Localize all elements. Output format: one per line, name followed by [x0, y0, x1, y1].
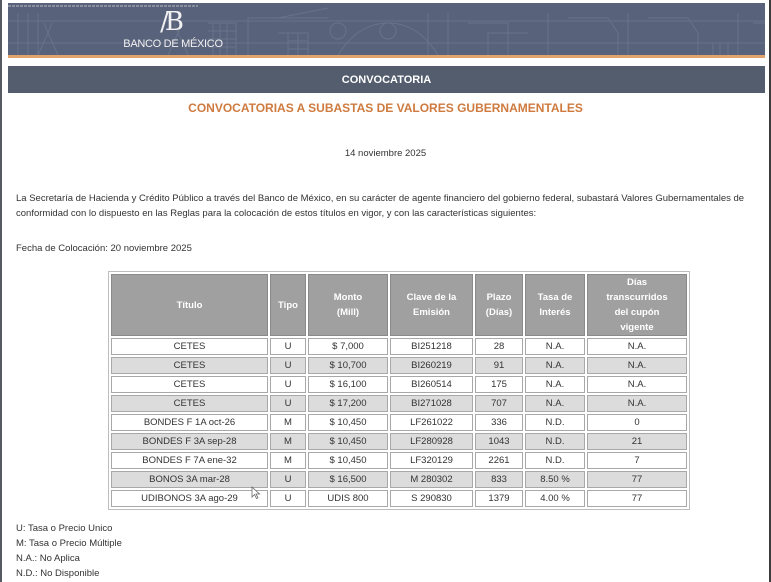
cell-clave: BI260514	[390, 376, 473, 393]
cell-tasa: N.A.	[525, 338, 585, 355]
cell-tipo: U	[270, 490, 306, 507]
legend-item-u: U: Tasa o Precio Unico	[16, 523, 113, 534]
legend-item-nd: N.D.: No Disponible	[16, 568, 100, 579]
cell-monto: $ 10,450	[308, 414, 388, 431]
cell-dias: 77	[587, 471, 687, 488]
header-monto-line2: (Mill)	[336, 307, 360, 318]
section-header-bar	[8, 66, 765, 93]
mouse-pointer-icon	[251, 486, 261, 500]
cell-tipo: M	[270, 452, 306, 469]
table-row	[111, 433, 687, 450]
header-clave-line2: Emisión	[413, 307, 450, 318]
table-row	[111, 452, 687, 469]
cell-plazo: 2261	[475, 452, 523, 469]
cell-dias: N.A.	[587, 395, 687, 412]
cell-clave: LF261022	[390, 414, 473, 431]
cell-clave: M 280302	[390, 471, 473, 488]
section-title: CONVOCATORIA	[341, 73, 432, 86]
cell-tasa: N.A.	[525, 395, 585, 412]
cell-tipo: U	[270, 471, 306, 488]
cell-tipo: U	[270, 357, 306, 374]
header-monto	[308, 274, 388, 336]
cell-tasa: N.D.	[525, 452, 585, 469]
cell-dias: 21	[587, 433, 687, 450]
cell-tasa: N.D.	[525, 433, 585, 450]
auction-table	[109, 272, 689, 509]
header-plazo-line2: (Días)	[485, 307, 513, 318]
cell-plazo: 1379	[475, 490, 523, 507]
cell-tasa: 4.00 %	[525, 490, 585, 507]
table-header-row	[111, 274, 687, 336]
header-tipo-label: Tipo	[278, 299, 298, 311]
header-dias-line4: vigente	[620, 322, 654, 333]
table-row	[111, 471, 687, 488]
legend	[16, 521, 122, 581]
cell-clave: LF320129	[390, 452, 473, 469]
cell-dias: N.A.	[587, 338, 687, 355]
cell-plazo: 91	[475, 357, 523, 374]
cell-tipo: M	[270, 414, 306, 431]
legend-item-m: M: Tasa o Precio Múltiple	[16, 538, 122, 549]
cell-tasa: N.D.	[525, 414, 585, 431]
cell-plazo: 1043	[475, 433, 523, 450]
cell-tasa: N.A.	[525, 376, 585, 393]
cell-tasa: N.A.	[525, 357, 585, 374]
banco-de-mexico-banner	[8, 3, 765, 58]
cell-titulo: BONDES F 3A sep-28	[111, 433, 268, 450]
cell-monto: $ 16,100	[308, 376, 388, 393]
header-tasa-line2: Interés	[539, 307, 571, 318]
cell-titulo: CETES	[111, 376, 268, 393]
banco-de-mexico-logo[interactable]	[118, 8, 228, 54]
cell-titulo: BONDES F 1A oct-26	[111, 414, 268, 431]
cell-monto: $ 16,500	[308, 471, 388, 488]
auction-table-container	[108, 271, 690, 510]
cell-clave: BI271028	[390, 395, 473, 412]
table-body	[111, 338, 687, 507]
cell-monto: $ 10,450	[308, 433, 388, 450]
cell-titulo: UDIBONOS 3A ago-29	[111, 490, 268, 507]
header-clave-line1: Clave de la	[406, 292, 457, 303]
cell-plazo: 707	[475, 395, 523, 412]
cell-dias: N.A.	[587, 357, 687, 374]
cell-plazo: 175	[475, 376, 523, 393]
legend-item-na: N.A.: No Aplica	[16, 553, 80, 564]
cell-plazo: 28	[475, 338, 523, 355]
header-dias-line3: del cupón	[614, 307, 660, 318]
cell-tipo: U	[270, 376, 306, 393]
cell-tipo: M	[270, 433, 306, 450]
table-row	[111, 376, 687, 393]
table-row	[111, 395, 687, 412]
cell-titulo: BONOS 3A mar-28	[111, 471, 268, 488]
cell-dias: 77	[587, 490, 687, 507]
cell-clave: BI251218	[390, 338, 473, 355]
header-dias	[587, 274, 687, 336]
header-titulo	[111, 274, 268, 336]
cell-clave: S 290830	[390, 490, 473, 507]
header-tasa	[525, 274, 585, 336]
table-row	[111, 338, 687, 355]
cell-titulo: CETES	[111, 395, 268, 412]
header-dias-line1: Días	[626, 277, 648, 288]
logo-text: BANCO DE MÉXICO	[123, 38, 223, 50]
cell-titulo: CETES	[111, 357, 268, 374]
cell-tipo: U	[270, 395, 306, 412]
cell-titulo: CETES	[111, 338, 268, 355]
table-row	[111, 357, 687, 374]
header-dias-line2: transcurridos	[606, 292, 668, 303]
table-row	[111, 414, 687, 431]
header-plazo-line1: Plazo	[486, 292, 512, 303]
header-monto-line1: Monto	[333, 292, 363, 303]
header-tasa-line1: Tasa de	[537, 292, 573, 303]
cell-tasa: 8.50 %	[525, 471, 585, 488]
header-plazo	[475, 274, 523, 336]
cell-monto: $ 10,450	[308, 452, 388, 469]
intro-paragraph: La Secretaría de Hacienda y Crédito Público a través del Banco de México, en su carácter de agente financiero del gobierno federal, subastará Valores Gubernamentales de conformidad con lo dispuesto en las Reglas para la colocación de estos títulos en vigor, y con las características siguientes:	[16, 193, 745, 219]
cell-dias: N.A.	[587, 376, 687, 393]
announcement-date: 14 noviembre 2025	[344, 148, 427, 159]
cell-monto: UDIS 800	[308, 490, 388, 507]
table-row	[111, 490, 687, 507]
cell-monto: $ 17,200	[308, 395, 388, 412]
cell-clave: BI260219	[390, 357, 473, 374]
header-titulo-label: Título	[176, 299, 203, 311]
header-clave	[390, 274, 473, 336]
bm-monogram-icon: /B	[160, 7, 180, 37]
cell-tipo: U	[270, 338, 306, 355]
page-title: CONVOCATORIAS A SUBASTAS DE VALORES GUBERNAMENTALES	[188, 101, 583, 115]
cell-plazo: 833	[475, 471, 523, 488]
header-tipo	[270, 274, 306, 336]
placement-date: Fecha de Colocación: 20 noviembre 2025	[16, 243, 192, 254]
cell-monto: $ 10,700	[308, 357, 388, 374]
cell-dias: 7	[587, 452, 687, 469]
cell-dias: 0	[587, 414, 687, 431]
cell-monto: $ 7,000	[308, 338, 388, 355]
cell-titulo: BONDES F 7A ene-32	[111, 452, 268, 469]
cell-plazo: 336	[475, 414, 523, 431]
cell-clave: LF280928	[390, 433, 473, 450]
